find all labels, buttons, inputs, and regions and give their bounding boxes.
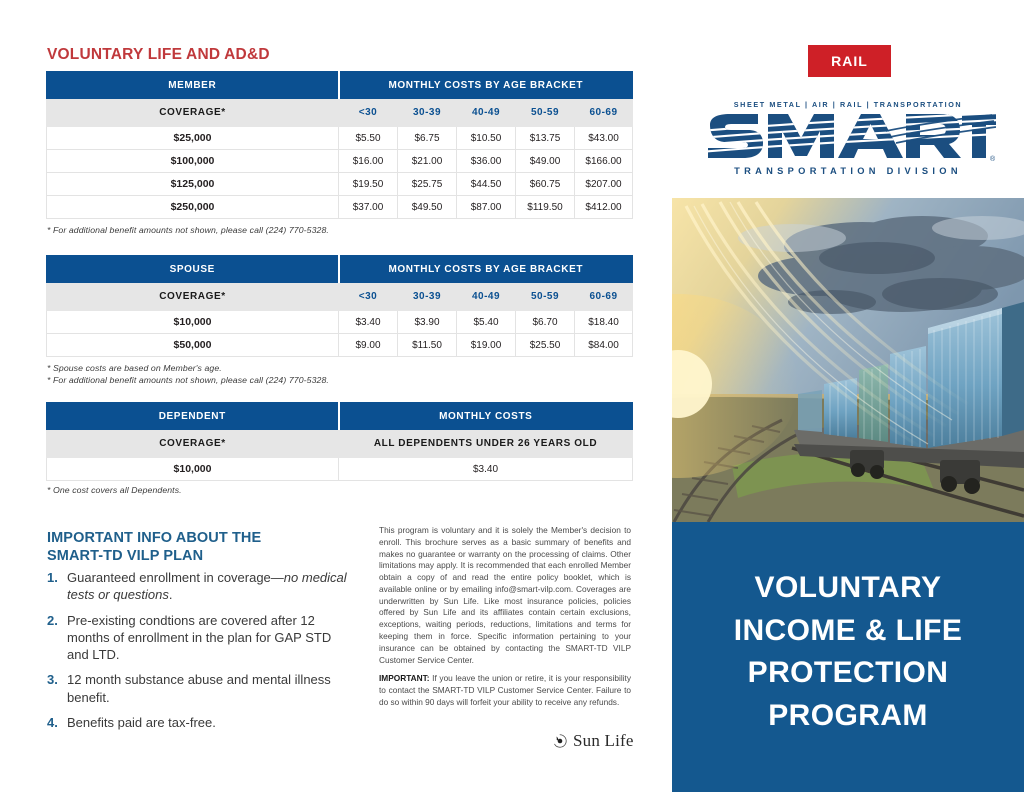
table-row	[47, 311, 633, 334]
important-info-heading-line2: SMART-TD VILP PLAN	[47, 548, 204, 565]
cover-title	[690, 567, 1006, 737]
spouse-table-footnote-2: * For additional benefit amounts not shown, please call (224) 770-5328.	[47, 375, 329, 385]
table-row	[47, 334, 633, 357]
dependent-rate-table	[46, 402, 633, 481]
member-rate-table-wrapper	[46, 71, 632, 219]
list-item-emphasis: no medical tests or questions	[67, 570, 347, 603]
list-item-text: Benefits paid are tax-free.	[67, 714, 216, 730]
coverage-amount: $100,000	[47, 150, 339, 173]
list-item	[47, 671, 347, 706]
cost-cell: $13.75	[516, 127, 575, 150]
table-subheader-row	[47, 430, 633, 458]
disclaimer-paragraph-2	[379, 673, 631, 708]
age-bracket-0: <30	[339, 283, 398, 311]
cost-cell: $5.40	[457, 311, 516, 334]
important-info-list	[47, 569, 347, 739]
cost-cell: $37.00	[339, 196, 398, 219]
coverage-amount: $10,000	[47, 458, 339, 481]
table-subheader-row	[47, 99, 633, 127]
age-bracket-1: 30-39	[398, 99, 457, 127]
table-row	[47, 458, 633, 481]
cost-cell: $9.00	[339, 334, 398, 357]
table-header-row	[47, 72, 633, 99]
cost-cell: $18.40	[575, 311, 633, 334]
spouse-rate-table	[46, 255, 633, 357]
cost-cell: $166.00	[575, 150, 633, 173]
disclaimer-block	[379, 525, 631, 716]
cover-title-line3: PROTECTION	[747, 656, 949, 690]
cost-cell: $3.40	[339, 311, 398, 334]
dependent-header-right: MONTHLY COSTS	[339, 403, 633, 430]
spouse-header-right: MONTHLY COSTS BY AGE BRACKET	[339, 256, 633, 283]
smart-logo-tagline: SHEET METAL | AIR | RAIL | TRANSPORTATION	[733, 100, 963, 109]
coverage-amount: $50,000	[47, 334, 339, 357]
age-bracket-1: 30-39	[398, 283, 457, 311]
disclaimer-paragraph-1: This program is voluntary and it is solely the Member's decision to enroll. This brochure serves as a basic summary of benefits and makes no guarantee or warranty on the processing of claims. Other limitations may apply. It is recommended that each enrolled Member obtain a copy of and read the entire policy booklet, which is available online or by emailing info@smart-vilp.com. Coverages are underwritten by Sun Life. Like most insurance policies, policies offered by Sun Life and its affiliates contain certain exclusions, exceptions, waiting periods, reductions, limitations and terms for keeping them in force. Specific information pertaining to your insurance can be obtained by contacting the SMART-TD VILP Customer Service Center.	[379, 525, 631, 665]
dependent-header-left: DEPENDENT	[47, 403, 339, 430]
list-item	[47, 569, 347, 604]
age-bracket-2: 40-49	[457, 99, 516, 127]
list-item-number: 1.	[47, 570, 58, 585]
table-row	[47, 173, 633, 196]
cost-cell: $84.00	[575, 334, 633, 357]
list-item-tail: .	[168, 587, 173, 603]
coverage-amount: $10,000	[47, 311, 339, 334]
cover-title-line2: INCOME & LIFE	[733, 613, 963, 647]
table-row	[47, 127, 633, 150]
member-table-footnote: * For additional benefit amounts not shown, please call (224) 770-5328.	[47, 225, 329, 235]
table-row	[47, 196, 633, 219]
dependent-subheader-coverage: COVERAGE*	[47, 430, 339, 458]
cost-cell: $19.50	[339, 173, 398, 196]
disclaimer-important-text: If you leave the union or retire, it is your responsibility to contact the SMART-TD VILP Customer Service Center. Failure to do so within 90 days will forfeit your ability to receive any refunds.	[379, 673, 631, 707]
smart-logo-division: TRANSPORTATION DIVISION	[734, 166, 962, 176]
cover-panel	[672, 0, 1024, 792]
sun-life-wordmark: Sun Life	[573, 731, 634, 750]
cost-cell: $3.90	[398, 311, 457, 334]
dependent-subheader-scope: ALL DEPENDENTS UNDER 26 YEARS OLD	[339, 430, 633, 458]
cost-cell: $60.75	[516, 173, 575, 196]
cost-cell: $16.00	[339, 150, 398, 173]
cover-title-line4: PROGRAM	[768, 698, 928, 732]
dependent-table-footnote: * One cost covers all Dependents.	[47, 485, 182, 495]
cost-cell: $25.50	[516, 334, 575, 357]
smart-td-logo	[700, 100, 996, 176]
age-bracket-4: 60-69	[575, 283, 633, 311]
important-info-heading	[47, 529, 317, 565]
cost-cell: $5.50	[339, 127, 398, 150]
spouse-table-footnote-1: * Spouse costs are based on Member's age.	[47, 363, 222, 373]
table-row	[47, 150, 633, 173]
cost-cell: $11.50	[398, 334, 457, 357]
cost-cell: $6.75	[398, 127, 457, 150]
spouse-rate-table-wrapper	[46, 255, 632, 357]
table-header-row	[47, 256, 633, 283]
cover-title-panel	[672, 522, 1024, 792]
age-bracket-2: 40-49	[457, 283, 516, 311]
coverage-amount: $125,000	[47, 173, 339, 196]
member-header-right: MONTHLY COSTS BY AGE BRACKET	[339, 72, 633, 99]
page-title: VOLUNTARY LIFE AND AD&D	[47, 46, 270, 63]
list-item-number: 2.	[47, 612, 58, 628]
coverage-amount: $25,000	[47, 127, 339, 150]
member-subheader-coverage: COVERAGE*	[47, 99, 339, 127]
rail-badge: RAIL	[808, 45, 891, 77]
list-item-text: Guaranteed enrollment in coverage—	[67, 570, 284, 585]
list-item-text: 12 month substance abuse and mental illness benefit.	[67, 672, 331, 705]
spouse-header-left: SPOUSE	[47, 256, 339, 283]
sun-life-logo	[552, 731, 634, 751]
age-bracket-0: <30	[339, 99, 398, 127]
table-header-row	[47, 403, 633, 430]
age-bracket-3: 50-59	[516, 283, 575, 311]
registered-mark: ®	[990, 156, 996, 163]
spouse-subheader-coverage: COVERAGE*	[47, 283, 339, 311]
important-info-heading-line1: IMPORTANT INFO ABOUT THE	[47, 530, 262, 546]
cost-cell: $412.00	[575, 196, 633, 219]
cover-title-line1: VOLUNTARY	[754, 571, 942, 604]
cost-cell: $119.50	[516, 196, 575, 219]
list-item-number: 4.	[47, 714, 58, 730]
coverage-amount: $250,000	[47, 196, 339, 219]
table-subheader-row	[47, 283, 633, 311]
train-sunset-illustration	[672, 198, 1024, 522]
cost-cell: $36.00	[457, 150, 516, 173]
list-item	[47, 612, 347, 664]
member-rate-table	[46, 71, 633, 219]
age-bracket-3: 50-59	[516, 99, 575, 127]
cost-cell: $19.00	[457, 334, 516, 357]
cost-cell: $3.40	[339, 458, 633, 481]
cost-cell: $49.00	[516, 150, 575, 173]
hero-train-photo	[672, 198, 1024, 522]
cost-cell: $25.75	[398, 173, 457, 196]
cost-cell: $87.00	[457, 196, 516, 219]
member-header-left: MEMBER	[47, 72, 339, 99]
cost-cell: $207.00	[575, 173, 633, 196]
cost-cell: $6.70	[516, 311, 575, 334]
cost-cell: $49.50	[398, 196, 457, 219]
age-bracket-4: 60-69	[575, 99, 633, 127]
cost-cell: $10.50	[457, 127, 516, 150]
dependent-rate-table-wrapper	[46, 402, 632, 481]
list-item-number: 3.	[47, 672, 58, 688]
list-item-text: Pre-existing condtions are covered after 12 months of enrollment in the plan for GAP STD and LTD.	[67, 612, 332, 663]
list-item	[47, 714, 347, 731]
cost-cell: $43.00	[575, 127, 633, 150]
sun-life-sun-icon	[552, 733, 568, 749]
cost-cell: $44.50	[457, 173, 516, 196]
disclaimer-important-label: IMPORTANT:	[379, 673, 430, 684]
cost-cell: $21.00	[398, 150, 457, 173]
smart-wordmark-icon	[700, 111, 996, 165]
